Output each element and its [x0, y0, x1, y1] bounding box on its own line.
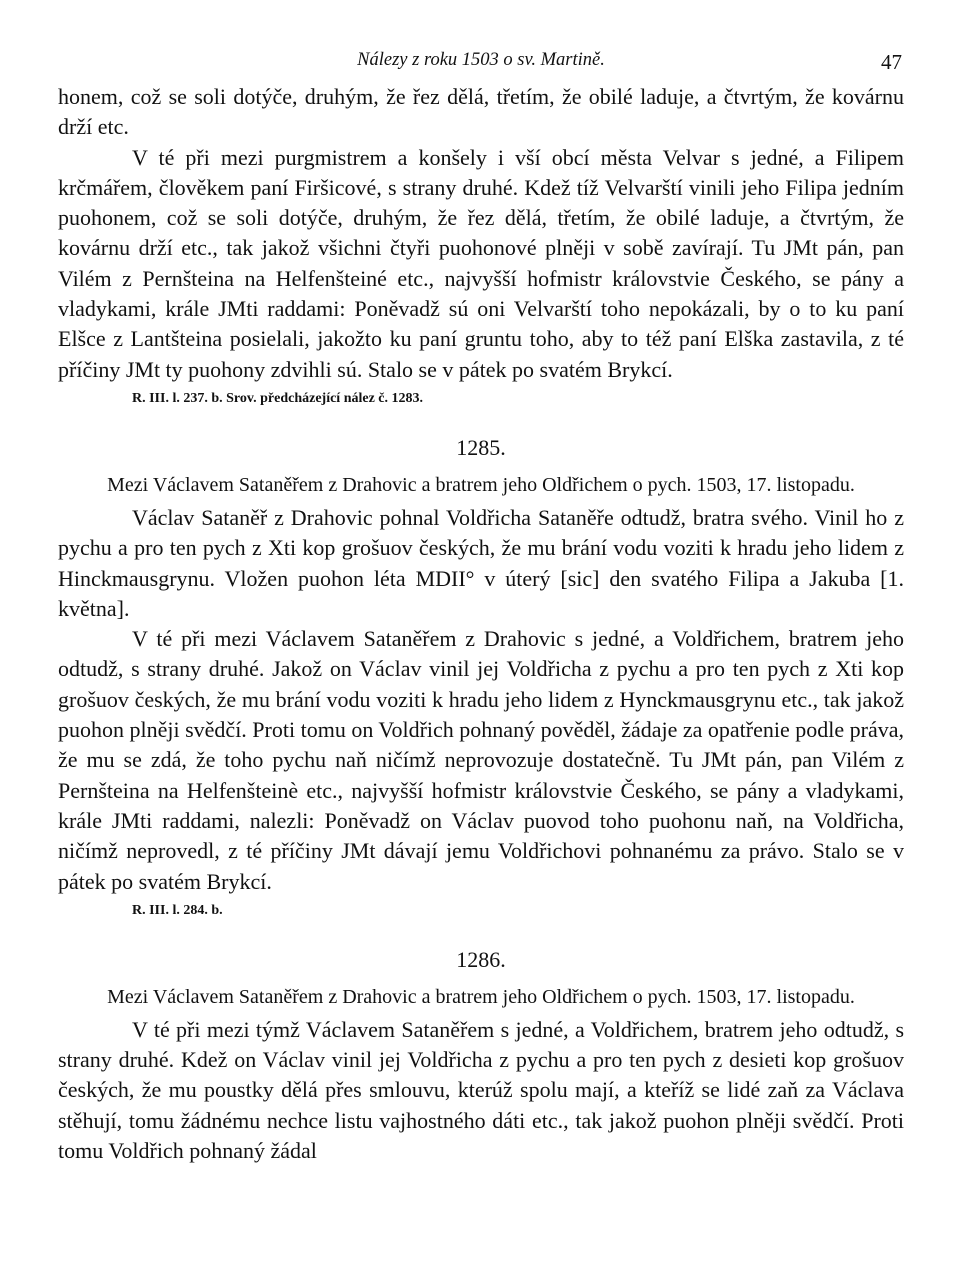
continued-paragraph: honem, což se soli dotýče, druhým, že řez dělá, třetím, že obilé laduje, a čtvrtým, že kovárnu drží etc. — [58, 84, 904, 140]
ruling-paragraph: V té při mezi purgmistrem a konšely i vší obcí města Velvar s jedné, a Filipem krčmářem, člověkem paní Firšicové, s strany druhé. Kdež tíž Velvarští vinili jeho Filipa jedním puohonem, což se soli dotýče, druhým, že řez dělá, třetím, že obilé laduje, a čtvrtým, že kovárnu drží etc., tak jakož všichni čtyři puohonové plněji v sobě zavírají. Tu JMt pán, pan Vilém z Pernšteina na Helfenšteiné etc., najvyšší hofmistr královstvie Českého, se pány a vladykami, krále JMti raddami: Poněvadž sú oni Velvarští toho nepokázali, by o to ku paní Elšce z Lantšteina posielali, jakožto ku paní gruntu toho, aby to též paní Elška zastavila, z té příčiny JMt ty puohony zdvihli sú. Stalo se v pátek po svatém Brykcí. — [58, 144, 904, 382]
entry-1286-paragraph-1: V té při mezi týmž Václavem Sataněřem s jedné, a Voldřichem, bratrem jeho odtudž, s strany druhé. Kdež on Václav vinil jej Voldřicha z pychu a pro ten pych z desieti kop grošuov českých, že mu poustky dělá přes smlouvu, kterúž spolu mají, a kteříž se lidé zaň za Václava stěhují, tomu žádnému nechce listu vajhostného dáti etc., tak jakož puohon plněji svědčí. Proti tomu Voldřich pohnaný žádal — [58, 1016, 904, 1164]
source-reference: R. III. l. 237. b. Srov. předcházející nález č. 1283. — [132, 390, 424, 406]
source-reference-1285: R. III. l. 284. b. — [132, 902, 223, 918]
running-header — [58, 42, 904, 82]
entry-number-1285: 1285. — [456, 434, 506, 460]
page-number: 47 — [881, 50, 902, 74]
entry-regest-1286: Mezi Václavem Sataněřem z Drahovic a bratrem jeho Oldřichem o pych. 1503, 17. listopadu. — [107, 985, 855, 1008]
entry-number-1286: 1286. — [456, 946, 506, 972]
running-title: Nálezy z roku 1503 o sv. Martině. — [357, 50, 605, 70]
document-page — [58, 42, 904, 1166]
entry-1285-paragraph-2: V té při mezi Václavem Sataněřem z Drahovic s jedné, a Voldřichem, bratrem jeho odtudž, s strany druhé. Jakož on Václav vinil jej Voldřicha z pychu a pro ten pych z Xti kop grošuov českých, že mu brání vodu voziti k hradu jeho lidem z Hynckmausgrynu etc., tak jakož puohon plněji svědčí. Proti tomu on Voldřich pohnaný pověděl, žádaje za opatřenie podle práva, že mu se zdá, že toho pychu naň ničímž neprovozuje dostatečně. Tu JMt pán, pan Vilém z Pernšteina na Helfenšteinè etc., najvyšší hofmistr královstvie Českého, se pány a vladykami, krále JMti raddami, nalezli: Poněvadž on Václav puovod toho puohonu naň, na Voldřicha, ničímž neprovedl, z té příčiny JMt dávají jemu Voldřichovi pohnanému za právo. Stalo se v pátek po svatém Brykcí. — [58, 626, 904, 894]
entry-1285-paragraph-1: Václav Sataněř z Drahovic pohnal Voldřicha Sataněře odtudž, bratra svého. Vinil ho z pychu a pro ten pych z Xti kop grošuov českých, že mu brání vodu voziti k hradu jeho lidem z Hinckmausgrynu. Vložen puohon léta MDII° v úterý [sic] den svatého Filipa a Jakuba [1. května]. — [58, 504, 904, 621]
entry-regest-1285: Mezi Václavem Sataněřem z Drahovic a bratrem jeho Oldřichem o pych. 1503, 17. listopadu. — [107, 473, 855, 496]
